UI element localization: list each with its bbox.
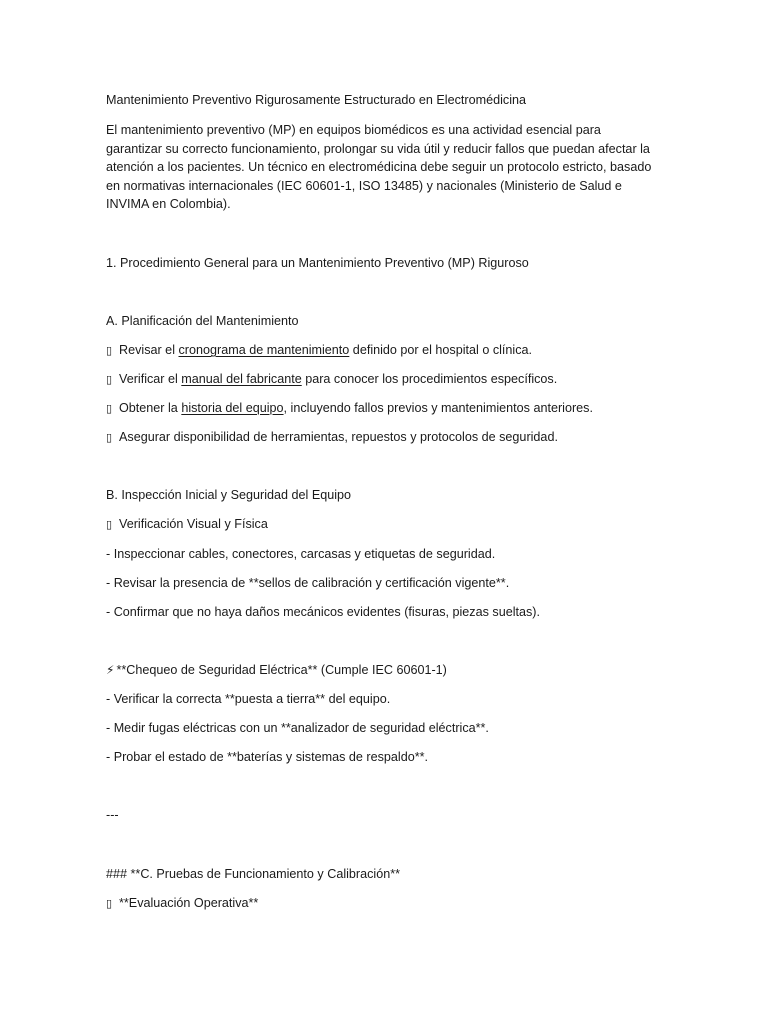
section-b-heading: B. Inspección Inicial y Seguridad del Equipo	[106, 488, 352, 502]
section-b-subheading: ▯ Verificación Visual y Física	[106, 515, 666, 535]
section-a-item: ▯ Asegurar disponibilidad de herramientas, repuestos y protocolos de seguridad.	[106, 428, 666, 448]
section-c-heading: ### **C. Pruebas de Funcionamiento y Calibración**	[106, 867, 401, 881]
section-a-heading: A. Planificación del Mantenimiento	[106, 314, 299, 328]
checkbox-glyph-icon: ▯	[106, 518, 113, 531]
intro-paragraph	[106, 121, 662, 214]
section-b-line: - Medir fugas eléctricas con un **analizador de seguridad eléctrica**.	[106, 721, 489, 735]
manual-link[interactable]: manual del fabricante	[181, 372, 302, 386]
lightning-icon: ⚡	[106, 663, 115, 677]
checkbox-glyph-icon: ▯	[106, 373, 113, 386]
schedule-link[interactable]: cronograma de mantenimiento	[178, 343, 350, 357]
section-b-line: - Confirmar que no haya daños mecánicos evidentes (fisuras, piezas sueltas).	[106, 605, 540, 619]
section-b-line: - Probar el estado de **baterías y sistemas de respaldo**.	[106, 750, 429, 764]
checkbox-glyph-icon: ▯	[106, 402, 113, 415]
section-b-line: - Verificar la correcta **puesta a tierra** del equipo.	[106, 692, 391, 706]
history-link[interactable]: historia del equipo	[181, 401, 284, 415]
intro-line: El mantenimiento preventivo (MP) en equipos biomédicos es una actividad esencial para	[106, 123, 601, 137]
section-c-subheading: ▯ **Evaluación Operativa**	[106, 894, 666, 914]
section-b-line: - Inspeccionar cables, conectores, carcasas y etiquetas de seguridad.	[106, 547, 496, 561]
section-a-item: ▯ Verificar el manual del fabricante para conocer los procedimientos específicos.	[106, 370, 666, 390]
intro-line: INVIMA en Colombia).	[106, 197, 231, 212]
separator: ---	[106, 808, 119, 822]
checkbox-glyph-icon: ▯	[106, 431, 113, 444]
intro-line: en normativas internacionales (IEC 60601-1, ISO 13485) y nacionales (Ministerio de Salud e	[106, 178, 622, 193]
checkbox-glyph-icon: ▯	[106, 344, 113, 357]
section-1-heading: 1. Procedimiento General para un Mantenimiento Preventivo (MP) Riguroso	[106, 256, 529, 270]
section-a-item: ▯ Obtener la historia del equipo, incluyendo fallos previos y mantenimientos anteriores.	[106, 399, 666, 419]
intro-line: garantizar su correcto funcionamiento, prolongar su vida útil y reducir fallos que puedan afectar la	[106, 141, 650, 156]
electrical-safety-subheading: ⚡ **Chequeo de Seguridad Eléctrica** (Cumple IEC 60601-1)	[106, 663, 447, 677]
checkbox-glyph-icon: ▯	[106, 897, 113, 910]
section-b-line: - Revisar la presencia de **sellos de calibración y certificación vigente**.	[106, 576, 510, 590]
document-title: Mantenimiento Preventivo Rigurosamente Estructurado en Electromédicina	[106, 93, 527, 107]
intro-line: atención a los pacientes. Un técnico en electromédicina debe seguir un protocolo estricto, basado	[106, 160, 652, 175]
section-a-item: ▯ Revisar el cronograma de mantenimiento definido por el hospital o clínica.	[106, 341, 666, 361]
